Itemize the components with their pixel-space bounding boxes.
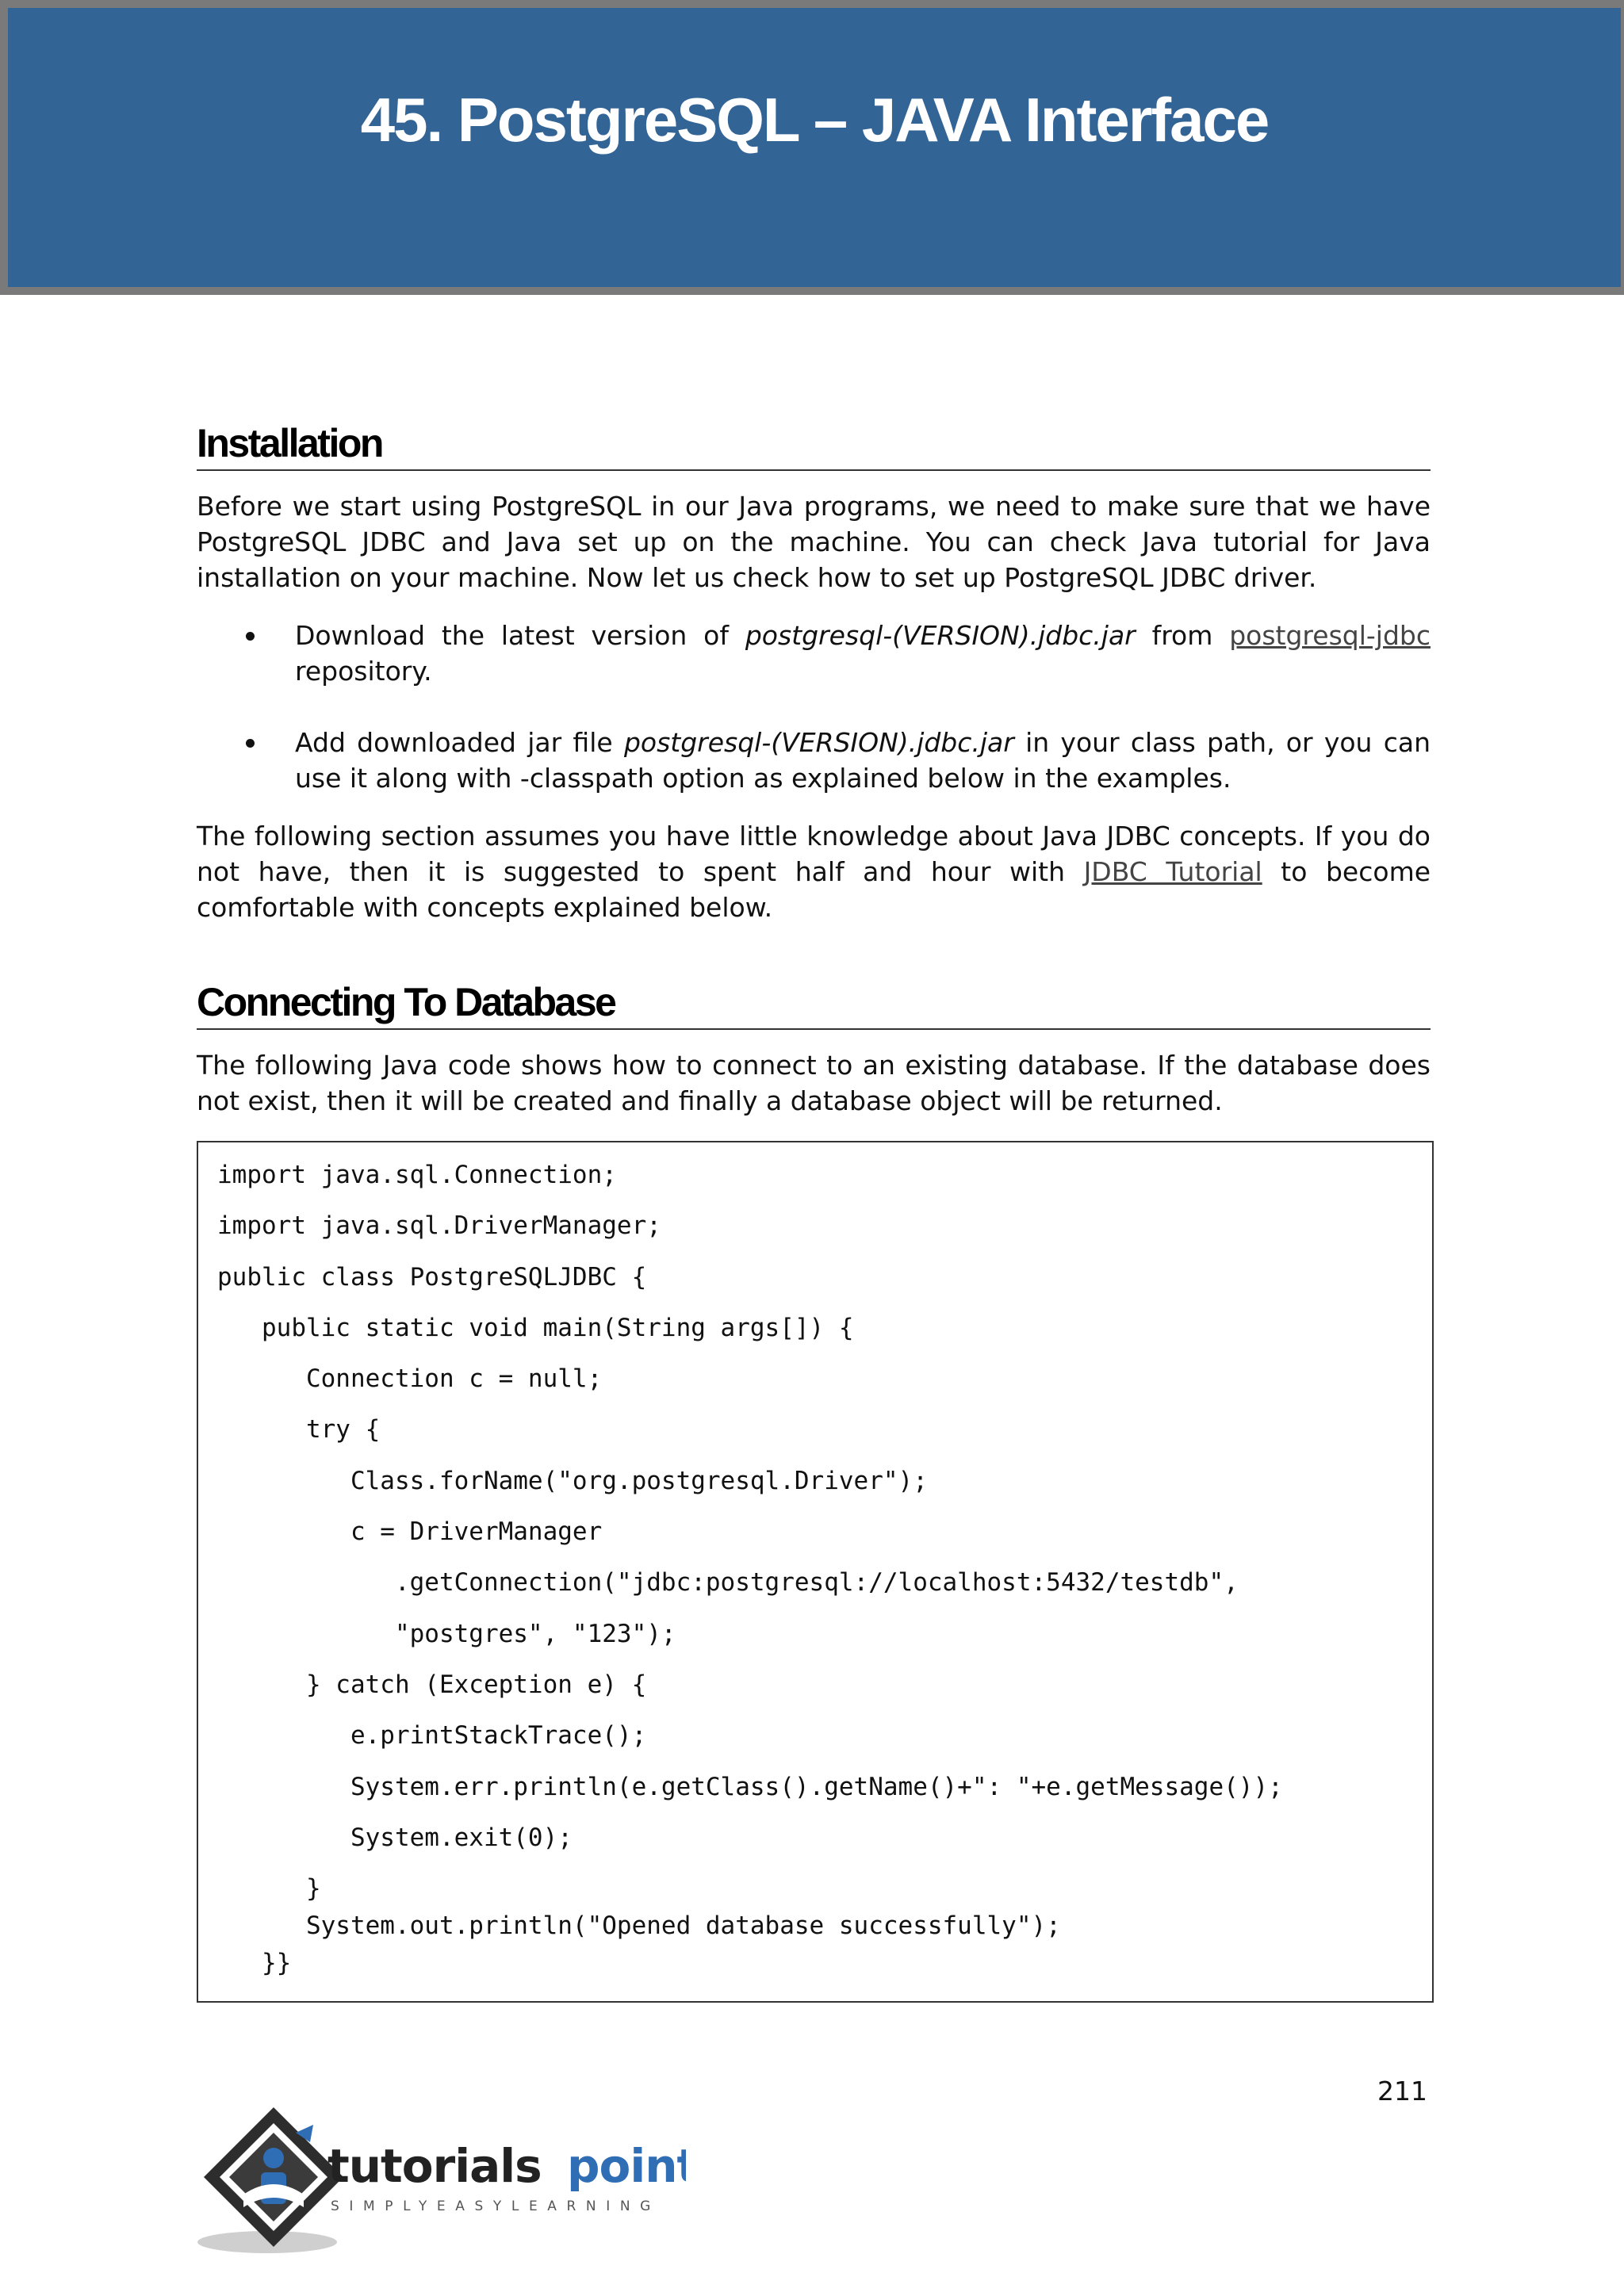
postgresql-jdbc-link[interactable]: postgresql-jdbc <box>1229 620 1431 651</box>
bullet1-suffix: repository. <box>295 656 432 687</box>
para2-suffix: to become comfortable with concepts explained below. <box>197 856 1431 923</box>
code-block <box>197 1141 1434 2003</box>
bullet1-prefix: Download the latest version of <box>295 620 745 651</box>
code-line: }} <box>217 1949 292 1978</box>
jar-filename: postgresql-(VERSION).jdbc.jar <box>623 727 1014 758</box>
bullet-icon <box>246 632 255 641</box>
code-line: System.err.println(e.getClass().getName()+": "+e.getMessage()); <box>217 1772 1283 1801</box>
bullet1-middle: from <box>1135 620 1230 651</box>
connecting-heading: Connecting To Database <box>197 979 1431 1030</box>
bullet-icon <box>246 739 255 748</box>
bullet2-suffix: in your class path, or you can use it along with -classpath option as explained below in the examples. <box>295 727 1431 794</box>
logo-tagline: SIMPLYEASYLEARNING <box>331 2198 661 2214</box>
main-content <box>197 420 1431 2003</box>
code-line: public static void main(String args[]) { <box>217 1313 854 1342</box>
logo-wordmark-accent: point <box>567 2139 686 2193</box>
page-number: 211 <box>1377 2076 1427 2107</box>
code-line: .getConnection("jdbc:postgresql://localhost:5432/testdb", <box>217 1568 1239 1598</box>
code-line: e.printStackTrace(); <box>217 1721 647 1751</box>
chapter-title: 45. PostgreSQL – JAVA Interface <box>360 85 1269 155</box>
bullet2-prefix: Add downloaded jar file <box>295 727 624 758</box>
connecting-intro: The following Java code shows how to connect to an existing database. If the database does not exist, then it will be created and finally a database object will be returned. <box>197 1050 1431 1116</box>
jdbc-knowledge-paragraph <box>197 818 1431 925</box>
code-line: public class PostgreSQLJDBC { <box>217 1262 647 1292</box>
jar-filename: postgresql-(VERSION).jdbc.jar <box>745 620 1136 651</box>
code-line: import java.sql.DriverManager; <box>217 1211 661 1241</box>
list-item <box>197 618 1431 689</box>
installation-steps <box>197 618 1431 796</box>
list-item <box>197 725 1431 796</box>
installation-heading: Installation <box>197 420 1431 471</box>
code-line: System.exit(0); <box>217 1823 573 1852</box>
para2-prefix: The following section assumes you have little knowledge about Java JDBC concepts. If you do not have, then it is suggested to spent half and hour with <box>197 821 1431 887</box>
logo-wordmark-dark: tutorials <box>327 2139 542 2193</box>
code-line: import java.sql.Connection; <box>217 1161 617 1189</box>
code-line: try { <box>217 1415 381 1445</box>
logo-emblem-icon <box>197 2107 343 2253</box>
code-line: "postgres", "123"); <box>217 1619 676 1648</box>
installation-intro: Before we start using PostgreSQL in our Java programs, we need to make sure that we have PostgreSQL JDBC and Java set up on the machine. You can check Java tutorial for Java installation on your machine. Now let us check how to set up PostgreSQL JDBC driver. <box>197 491 1431 593</box>
code-line: System.out.println("Opened database successfully"); <box>217 1911 1061 1941</box>
code-line: } <box>217 1874 321 1904</box>
code-line: Connection c = null; <box>217 1364 603 1394</box>
code-line: c = DriverManager <box>217 1517 603 1547</box>
chapter-banner <box>0 0 1624 295</box>
jdbc-tutorial-link[interactable]: JDBC Tutorial <box>1083 856 1262 887</box>
code-line: } catch (Exception e) { <box>217 1670 647 1699</box>
code-line: Class.forName("org.postgresql.Driver"); <box>217 1466 928 1495</box>
chapter-banner-inner <box>8 8 1621 287</box>
tutorialspoint-logo <box>194 2101 686 2263</box>
